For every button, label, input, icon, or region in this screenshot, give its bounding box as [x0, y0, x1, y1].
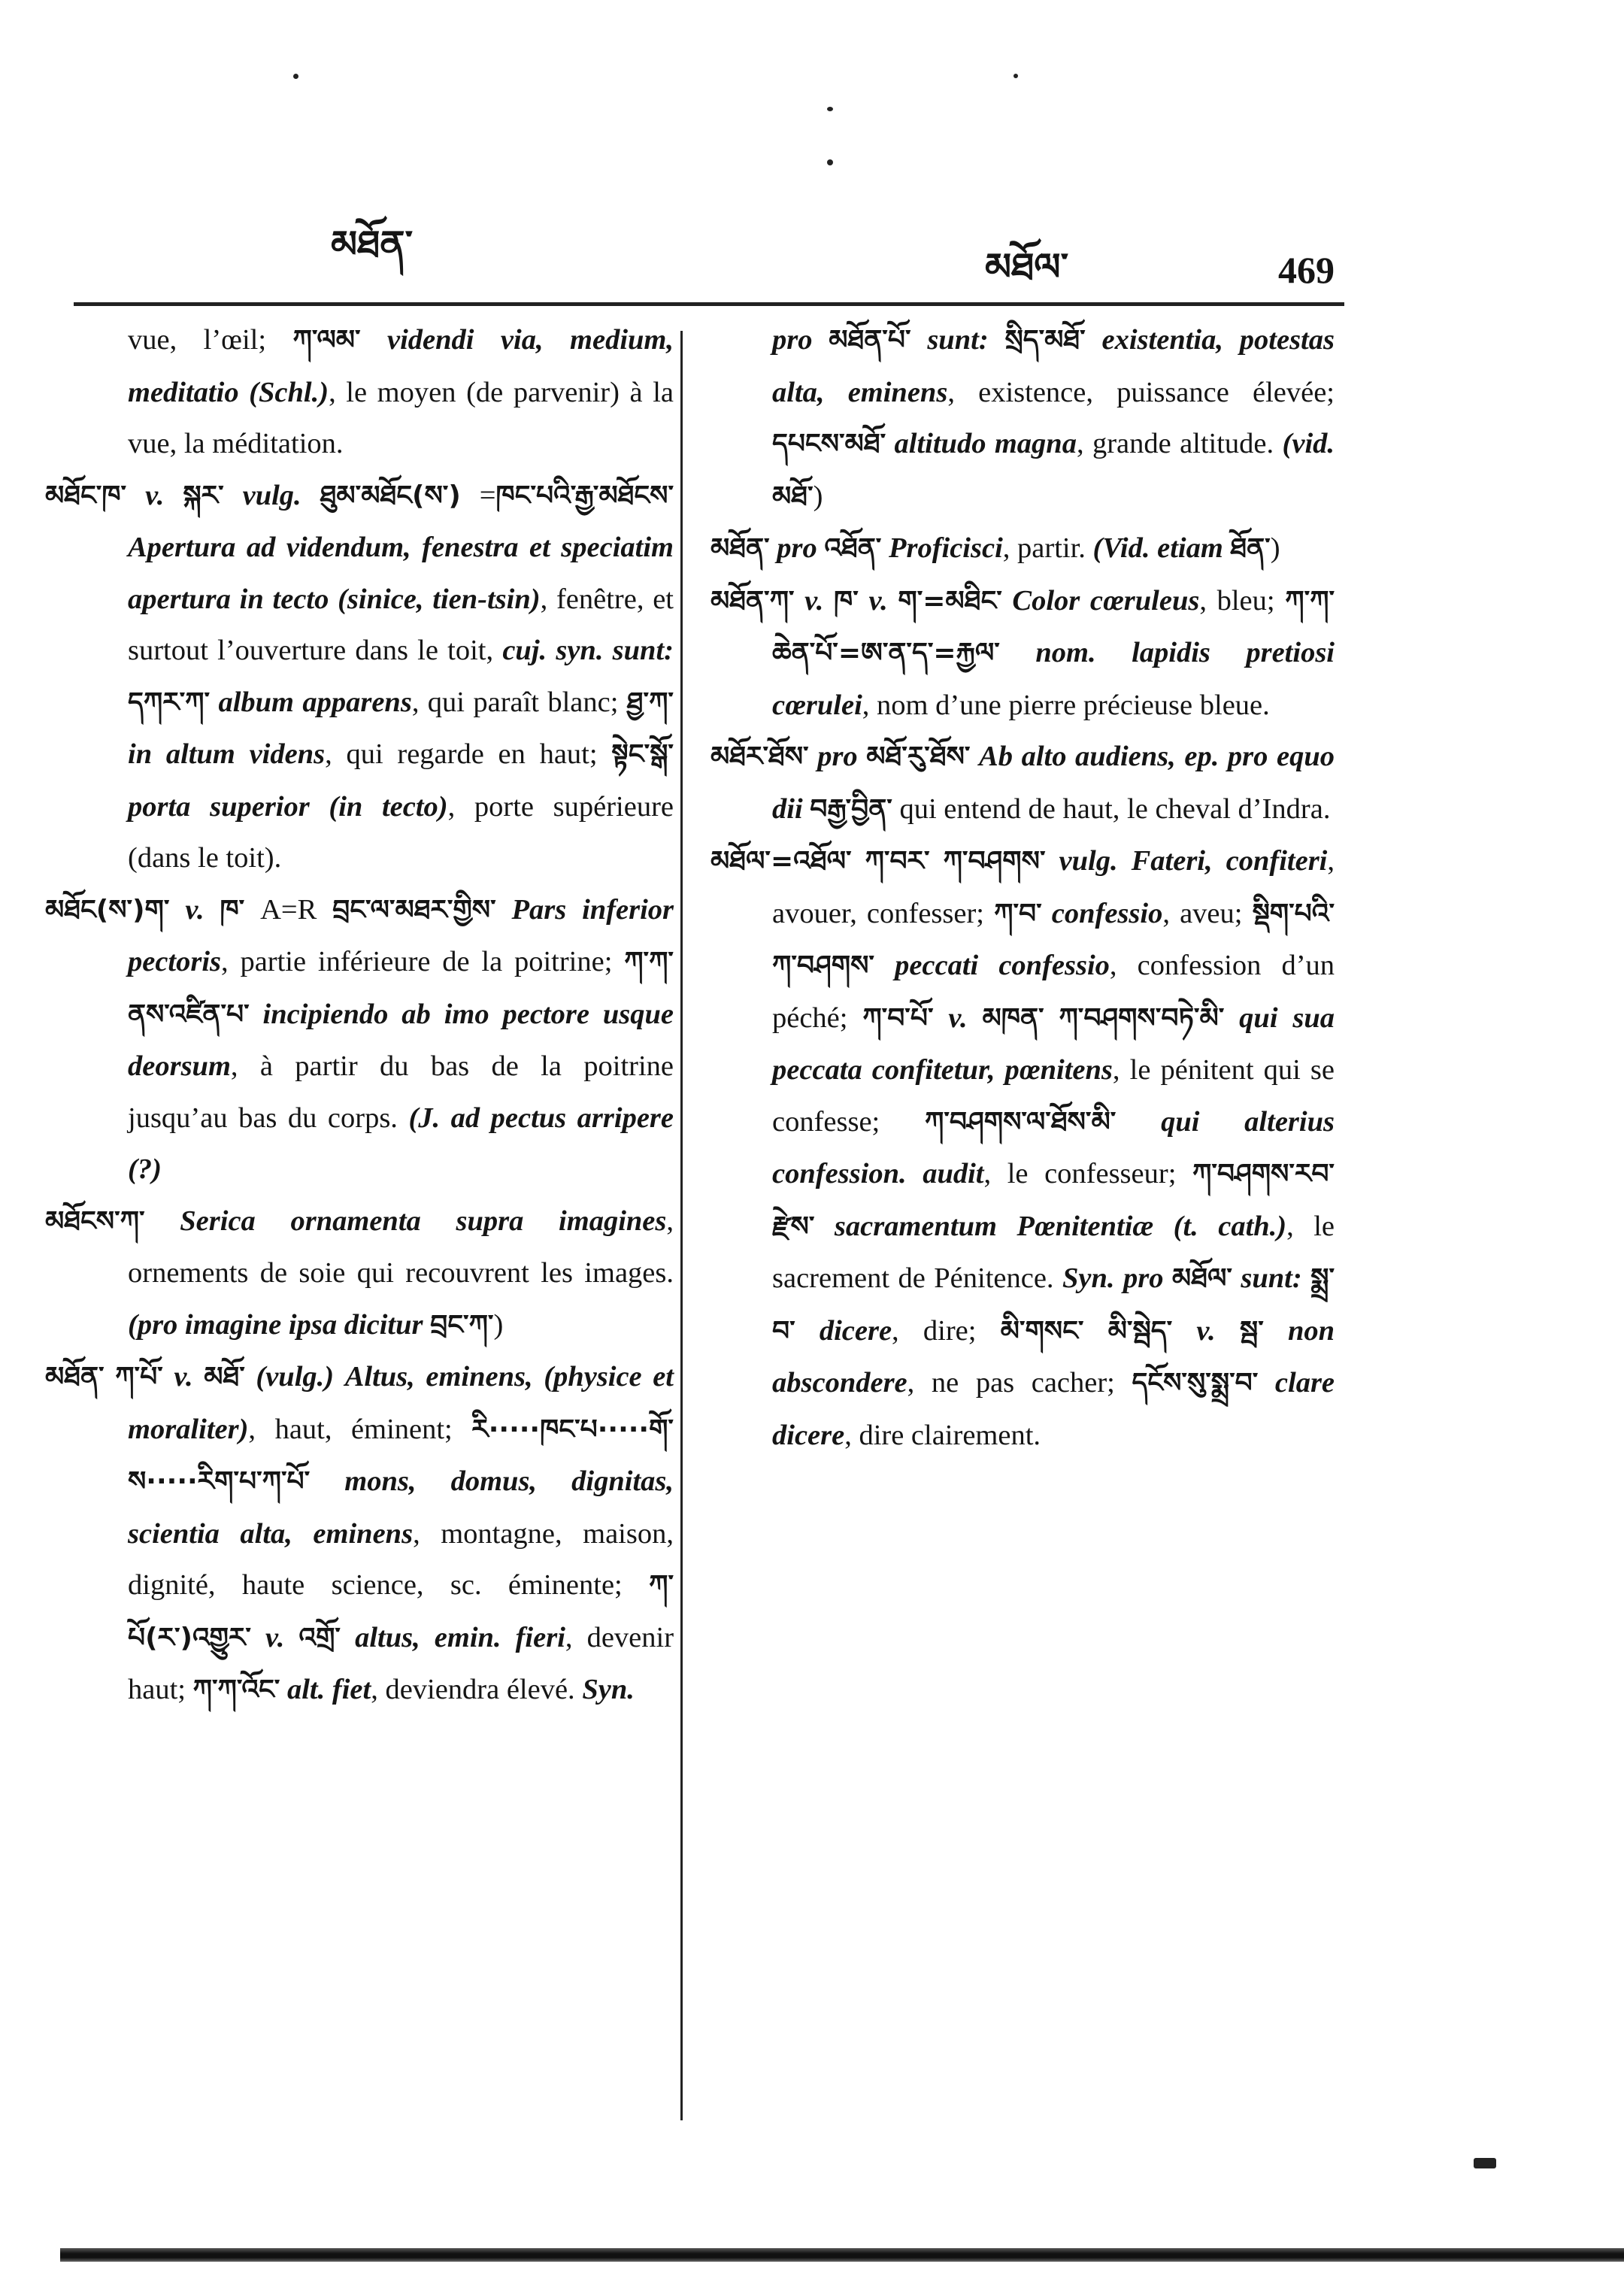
scan-speck [1474, 2158, 1496, 2168]
left-dictionary-entry: མཐོངས་ཀ་ Serica ornamenta supra imagines, ornements de soie qui recouvrent les images. (pro imagine ipsa dicitur བྲང་ཀ་) [45, 1205, 674, 1341]
scan-speck [827, 159, 833, 165]
scan-speck [293, 74, 298, 79]
running-head-right: མཐོལ་ [985, 245, 1069, 289]
left-continued-text: vue, l’œil; ཀ་ལམ་ videndi via, medium, meditatio (Schl.), le moyen (de parvenir) à la vue, la méditation. [128, 324, 674, 459]
right-column [710, 314, 1335, 1461]
left-dictionary-entry: མཐོན་ ཀ་པོ་ v. མཐོ་ (vulg.) Altus, eminens, (physice et moraliter), haut, éminent; རི·····ཁང་པ·····གོ་ས·····རིག་པ་ཀ་པོ་ mons, domus, dignitas, scientia alta, eminens, montagne, maison, dignité, haute science, sc. éminente; ཀ་པོ(ར་)འགྱུར་ v. འགྲོ་ altus, emin. fieri, devenir haut; ཀ་ཀ་འོང་ alt. fiet, deviendra élevé. Syn. [45, 1361, 674, 1705]
page-number: 469 [1278, 249, 1335, 291]
bottom-scan-edge [60, 2248, 1624, 2262]
left-column [45, 314, 674, 1717]
right-continued-text: pro མཐོན་པོ་ sunt: སྲིད་མཐོ་ existentia, potestas alta, eminens, existence, puissance élevée; དཔངས་མཐོ་ altitudo magna, grande altitude. (vid. མཐོ་) [772, 324, 1335, 512]
column-divider [680, 331, 683, 2120]
left-dictionary-entry: མཐོང་ཁ་ v. སྐར་ vulg. ཐུམ་མཐོང(ས་) =ཁང་པའི་རྒྱ་མཐོངས་ Apertura ad videndum, fenestra et speciatim apertura in tecto (sinice, tien-tsin), fenêtre, et surtout l’ouverture dans le toit, cuj. syn. sunt: དཀར་ཀ་ album apparens, qui paraît blanc; ཐྱ་ཀ་ in altum videns, qui regarde en haut; སྟེང་སྒོ་ porta superior (in tecto), porte supérieure (dans le toit). [45, 479, 674, 874]
header-rule [74, 302, 1344, 306]
running-head-left: མཐོན་ [331, 223, 414, 266]
right-dictionary-entry: མཐོན་ pro འཐོན་ Proficisci, partir. (Vid. etiam ཐོན་) [710, 532, 1280, 564]
right-dictionary-entry: མཐོལ་=འཐོལ་ ཀ་བར་ ཀ་བཤགས་ vulg. Fateri, confiteri, avouer, confesser; ཀ་བ་ confessio, aveu; སྡིག་པའི་ཀ་བཤགས་ peccati confessio, confession d’un péché; ཀ་བ་པོ་ v. མཁན་ ཀ་བཤགས་བཏེ་མི་ qui sua peccata confitetur, pœnitens, le pénitent qui se confesse; ཀ་བཤགས་ལ་ཐོས་མི་ qui alterius confession. audit, le confesseur; ཀ་བཤགས་རབ་རྫེས་ sacramentum Pœnitentiæ (t. cath.), le sacrement de Pénitence. Syn. pro མཐོལ་ sunt: སྨྲ་བ་ dicere, dire; མི་གསང་ མི་སྦེད་ v. སྦ་ non abscondere, ne pas cacher; དངོས་སུ་སྨྲ་བ་ clare dicere, dire clairement. [710, 845, 1335, 1451]
right-dictionary-entry: མཐོར་ཐོས་ pro མཐོ་རུ་ཐོས་ Ab alto audiens, ep. pro equo dii བརྒྱ་བྱིན་ qui entend de haut, le cheval d’Indra. [710, 741, 1335, 825]
right-dictionary-entry: མཐོན་ཀ་ v. ཁ་ v. ག་=མཐིང་ Color cœruleus, bleu; ཀ་ཀ་ཆེན་པོ་=ཨ་ན་ད་=རྐྱལ་ nom. lapidis pretiosi cœrulei, nom d’une pierre précieuse bleue. [710, 584, 1335, 721]
scan-speck [827, 107, 833, 111]
left-dictionary-entry: མཐོང(ས་)ག་ v. ཁ་ A=R བྲང་ལ་མཐར་གྱིས་ Pars inferior pectoris, partie inférieure de la poitrine; ཀ་ཀ་ནས་འཛིན་པ་ incipiendo ab imo pectore usque deorsum, à partir du bas de la poitrine jusqu’au bas du corps. (J. ad pectus arripere (?) [45, 893, 674, 1185]
scan-speck [1013, 74, 1018, 78]
